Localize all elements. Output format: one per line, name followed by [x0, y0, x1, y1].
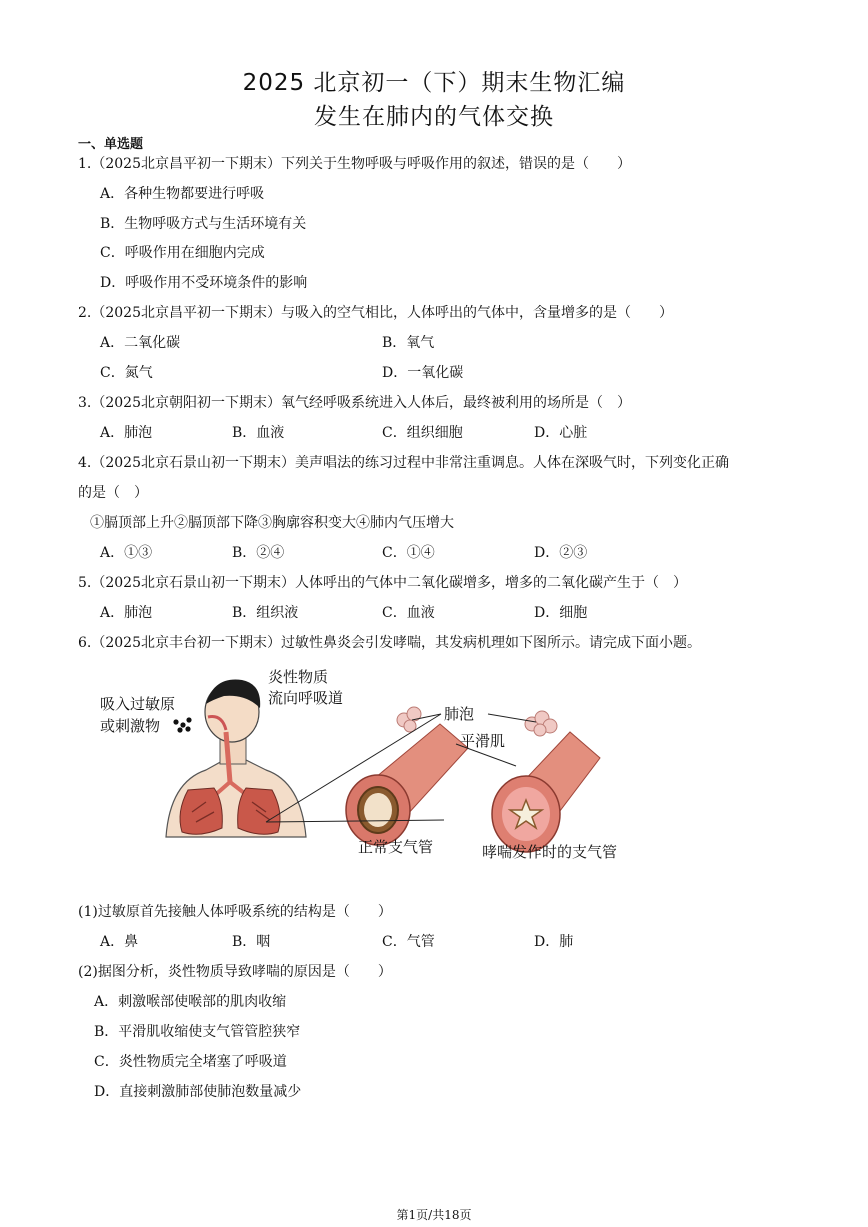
- question-2-option-c: C．氮气: [100, 365, 153, 381]
- question-6-2-option-b: B．平滑肌收缩使支气管管腔狭窄: [94, 1024, 301, 1040]
- question-4-statements: ①膈顶部上升②膈顶部下降③胸廓容积变大④肺内气压增大: [90, 515, 454, 531]
- question-5-option-a: A．肺泡: [100, 605, 153, 621]
- question-6-1-option-a: A．鼻: [100, 934, 139, 950]
- question-4-stem: 4.（2025北京石景山初一下期末）美声唱法的练习过程中非常注重调息。人体在深吸气时，下列变化正确: [78, 455, 729, 471]
- asthmatic-bronchus-illustration: [492, 711, 600, 852]
- question-4-option-b: B．②④: [232, 545, 285, 561]
- section-heading: 一、单选题: [78, 137, 144, 152]
- question-2-option-d: D．一氧化碳: [382, 365, 464, 381]
- asthma-mechanism-figure: [96, 662, 656, 890]
- question-6-2-option-a: A．刺激喉部使喉部的肌肉收缩: [94, 994, 287, 1010]
- question-1-option-a: A．各种生物都要进行呼吸: [100, 186, 265, 202]
- question-1-option-b: B．生物呼吸方式与生活环境有关: [100, 216, 307, 232]
- question-6-2-option-c: C．炎性物质完全堵塞了呼吸道: [94, 1054, 287, 1070]
- question-3-stem: 3.（2025北京朝阳初一下期末）氧气经呼吸系统进入人体后，最终被利用的场所是（ ）: [78, 395, 631, 411]
- normal-bronchus-illustration: [346, 707, 468, 845]
- question-6-1-stem: (1)过敏原首先接触人体呼吸系统的结构是（ ）: [78, 904, 392, 920]
- figure-label-allergen-line1: 吸入过敏原: [100, 695, 176, 713]
- document-subtitle: 发生在肺内的气体交换: [314, 104, 554, 130]
- question-6-stem: 6.（2025北京丰台初一下期末）过敏性鼻炎会引发哮喘，其发病机理如下图所示。请完成下面小题。: [78, 635, 701, 651]
- question-4-stem-cont: 的是（ ）: [78, 485, 148, 501]
- question-6-1-option-d: D．肺: [534, 934, 574, 950]
- question-5-option-b: B．组织液: [232, 605, 299, 621]
- question-3-option-a: A．肺泡: [100, 425, 153, 441]
- question-5-option-d: D．细胞: [534, 605, 588, 621]
- question-2-option-b: B．氧气: [382, 335, 435, 351]
- figure-label-inflammatory-line2: 流向呼吸道: [268, 689, 344, 707]
- question-5-option-c: C．血液: [382, 605, 435, 621]
- page-number: 第1页/共18页: [396, 1208, 472, 1222]
- question-2-option-a: A．二氧化碳: [100, 335, 181, 351]
- question-6-1-option-c: C．气管: [382, 934, 435, 950]
- question-4-option-d: D．②③: [534, 545, 588, 561]
- question-1-option-d: D．呼吸作用不受环境条件的影响: [100, 275, 308, 291]
- figure-label-inflammatory-line1: 炎性物质: [268, 668, 329, 686]
- question-4-option-a: A．①③: [100, 545, 153, 561]
- question-3-option-b: B．血液: [232, 425, 285, 441]
- question-1-stem: 1.（2025北京昌平初一下期末）下列关于生物呼吸与呼吸作用的叙述，错误的是（ ）: [78, 156, 631, 172]
- question-6-2-stem: (2)据图分析，炎性物质导致哮喘的原因是（ ）: [78, 964, 392, 980]
- question-1-option-c: C．呼吸作用在细胞内完成: [100, 245, 265, 261]
- question-4-option-c: C．①④: [382, 545, 435, 561]
- figure-label-asthma-bronchus: 哮喘发作时的支气管: [482, 843, 618, 861]
- figure-label-allergen-line2: 或刺激物: [100, 717, 161, 735]
- allergen-particles-icon: [173, 717, 191, 732]
- question-2-stem: 2.（2025北京昌平初一下期末）与吸入的空气相比，人体呼出的气体中，含量增多的是（ ）: [78, 305, 673, 321]
- figure-label-normal-bronchus: 正常支气管: [358, 838, 434, 856]
- figure-label-alveoli: 肺泡: [444, 705, 475, 723]
- question-6-1-option-b: B．咽: [232, 934, 271, 950]
- figure-label-smooth-muscle: 平滑肌: [460, 732, 506, 750]
- question-3-option-c: C．组织细胞: [382, 425, 463, 441]
- question-6-2-option-d: D．直接刺激肺部使肺泡数量减少: [94, 1084, 302, 1100]
- question-5-stem: 5.（2025北京石景山初一下期末）人体呼出的气体中二氧化碳增多，增多的二氧化碳产生于（ ）: [78, 575, 687, 591]
- question-3-option-d: D．心脏: [534, 425, 588, 441]
- document-title: 2025 北京初一（下）期末生物汇编: [242, 70, 626, 96]
